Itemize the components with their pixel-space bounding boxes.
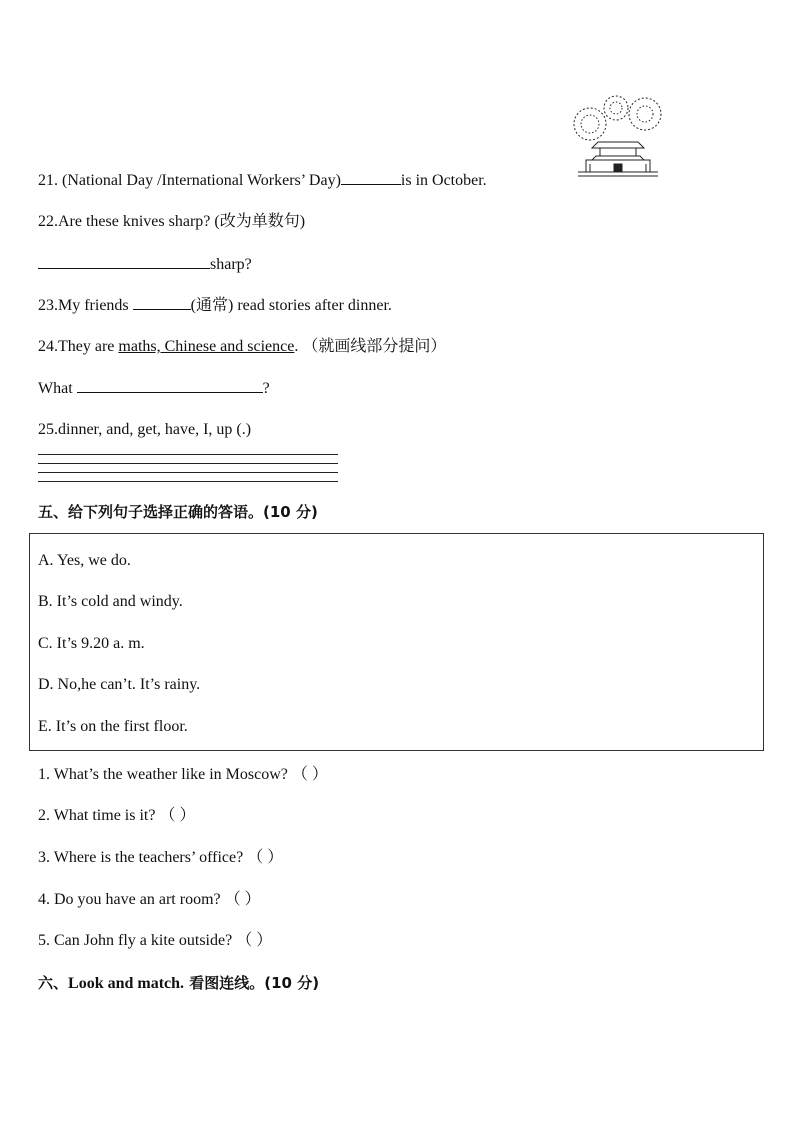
answer-tail: sharp?	[210, 256, 252, 273]
question-21	[38, 170, 487, 191]
question-25: 25.dinner, and, get, have, I, up (.)	[38, 421, 252, 438]
question-prompt: 24.They are	[38, 338, 119, 355]
answer-blank[interactable]	[77, 378, 263, 393]
option-c: C. It’s 9.20 a. m.	[38, 635, 145, 652]
option-a: A. Yes, we do.	[38, 552, 131, 569]
question-text: 2. What time is it?	[38, 807, 156, 824]
question-text: 1. What’s the weather like in Moscow?	[38, 766, 288, 783]
match-question-1	[38, 765, 328, 785]
answer-blank[interactable]	[341, 170, 401, 185]
section-6-title	[38, 973, 319, 994]
section-5-title: 五、给下列句子选择正确的答语。(10 分)	[38, 503, 318, 521]
answer-tail: ?	[262, 380, 270, 397]
option-d: D. No,he can’t. It’s rainy.	[38, 676, 201, 693]
answer-head: What	[38, 380, 77, 397]
answer-bracket[interactable]: （ ）	[247, 849, 284, 866]
question-tail: (通常) read stories after dinner.	[190, 297, 392, 314]
question-tail: is in October.	[400, 172, 487, 189]
match-question-5	[38, 931, 272, 951]
writing-line	[38, 472, 338, 473]
answer-bracket[interactable]: （ ）	[291, 766, 328, 783]
section-english: Look and match.	[68, 975, 185, 992]
question-tail: . （就画线部分提问）	[294, 338, 447, 355]
answer-bracket[interactable]: （ ）	[159, 807, 196, 824]
gate-building	[578, 142, 658, 176]
section-number: 六、	[38, 974, 69, 992]
option-e: E. It’s on the first floor.	[38, 718, 188, 735]
question-number: 21.	[38, 172, 58, 189]
writing-line	[38, 481, 338, 482]
firework-middle	[604, 96, 628, 120]
question-prompt: (National Day /International Workers’ Day)	[62, 172, 341, 189]
writing-line	[38, 454, 338, 455]
section-chinese: 看图连线。(10 分)	[184, 974, 320, 992]
match-question-2	[38, 806, 195, 826]
firework-left	[574, 108, 606, 140]
match-question-4	[38, 890, 261, 910]
question-text: 4. Do you have an art room?	[38, 891, 221, 908]
answer-bracket[interactable]: （ ）	[224, 891, 261, 908]
writing-line	[38, 463, 338, 464]
question-text: 5. Can John fly a kite outside?	[38, 932, 233, 949]
question-23	[38, 295, 392, 316]
writing-lines[interactable]	[38, 452, 338, 486]
match-question-3	[38, 848, 283, 868]
question-22: 22.Are these knives sharp? (改为单数句)	[38, 213, 306, 230]
firework-right	[629, 98, 661, 130]
question-24	[38, 337, 446, 357]
tiananmen-fireworks-icon	[568, 94, 668, 180]
question-prompt: 23.My friends	[38, 297, 133, 314]
question-text: 3. Where is the teachers’ office?	[38, 849, 244, 866]
question-24-answer	[38, 378, 270, 399]
question-22-answer	[38, 254, 252, 275]
option-b: B. It’s cold and windy.	[38, 593, 183, 610]
answer-blank[interactable]	[133, 295, 191, 310]
answer-blank[interactable]	[38, 254, 210, 269]
answer-bracket[interactable]: （ ）	[236, 932, 273, 949]
underlined-part: maths, Chinese and science	[118, 338, 295, 355]
